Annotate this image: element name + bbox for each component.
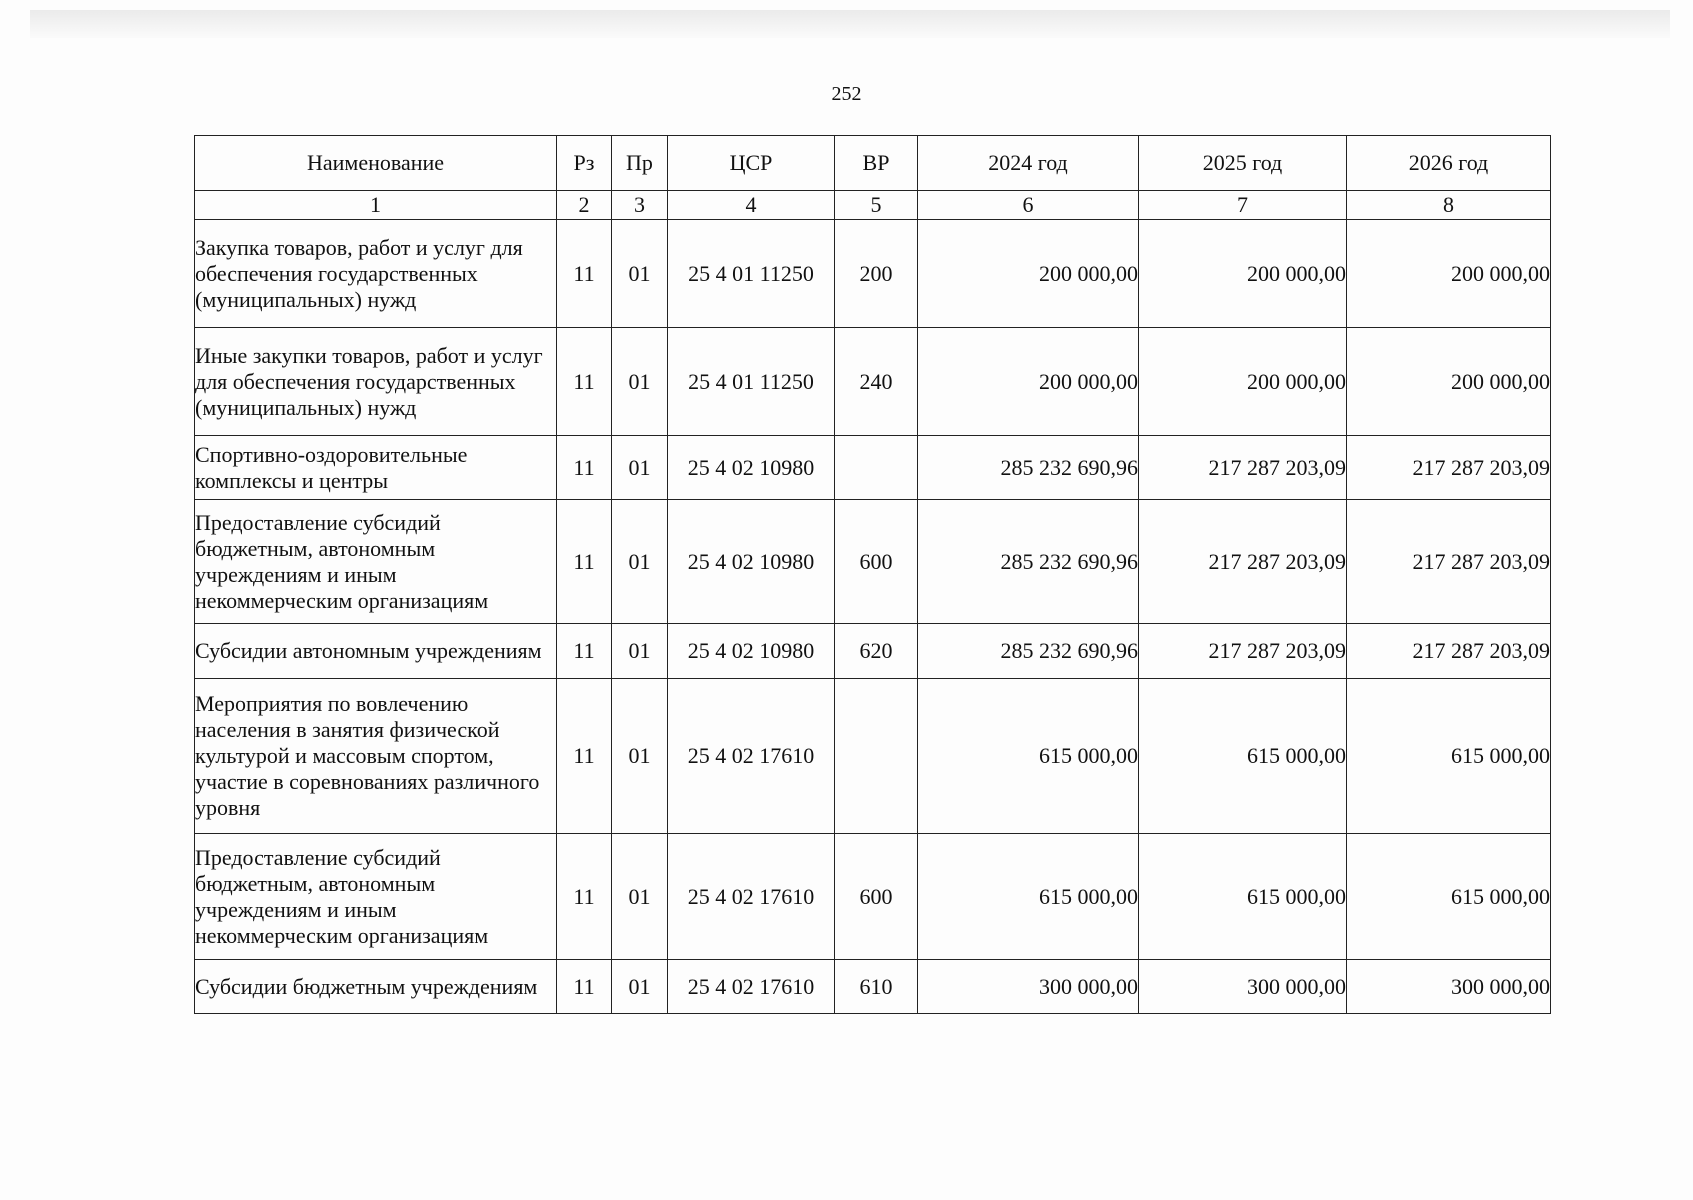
row-2026: 217 287 203,09 — [1347, 436, 1551, 500]
table-row — [195, 834, 1551, 960]
table-row — [195, 960, 1551, 1014]
row-2025: 615 000,00 — [1139, 679, 1347, 834]
column-number-row — [195, 191, 1551, 220]
table-row — [195, 624, 1551, 679]
column-number: 5 — [835, 191, 918, 220]
page-number: 252 — [831, 83, 862, 105]
row-csr: 25 4 02 10980 — [668, 436, 835, 500]
row-rz: 11 — [557, 436, 612, 500]
row-vr: 620 — [835, 624, 918, 679]
row-csr: 25 4 01 11250 — [668, 220, 835, 328]
row-2024: 285 232 690,96 — [918, 624, 1139, 679]
row-pr: 01 — [612, 220, 668, 328]
row-vr: 200 — [835, 220, 918, 328]
row-2026: 217 287 203,09 — [1347, 500, 1551, 624]
column-number: 6 — [918, 191, 1139, 220]
row-vr — [835, 436, 918, 500]
row-2025: 217 287 203,09 — [1139, 500, 1347, 624]
header-rz: Рз — [557, 136, 612, 191]
table-row — [195, 328, 1551, 436]
row-name: Иные закупки товаров, работ и услуг для обеспечения государственных (муниципальных) нужд — [195, 328, 557, 436]
header-2025: 2025 год — [1139, 136, 1347, 191]
column-number: 2 — [557, 191, 612, 220]
table-row — [195, 220, 1551, 328]
row-2026: 200 000,00 — [1347, 220, 1551, 328]
row-name: Закупка товаров, работ и услуг для обеспечения государственных (муниципальных) нужд — [195, 220, 557, 328]
row-csr: 25 4 02 10980 — [668, 624, 835, 679]
row-2024: 300 000,00 — [918, 960, 1139, 1014]
row-rz: 11 — [557, 500, 612, 624]
row-vr — [835, 679, 918, 834]
row-2025: 200 000,00 — [1139, 328, 1347, 436]
row-pr: 01 — [612, 436, 668, 500]
row-rz: 11 — [557, 328, 612, 436]
header-2024: 2024 год — [918, 136, 1139, 191]
row-pr: 01 — [612, 500, 668, 624]
table-row — [195, 500, 1551, 624]
row-rz: 11 — [557, 679, 612, 834]
row-vr: 240 — [835, 328, 918, 436]
row-2025: 300 000,00 — [1139, 960, 1347, 1014]
header-row — [195, 136, 1551, 191]
row-2024: 200 000,00 — [918, 220, 1139, 328]
row-pr: 01 — [612, 960, 668, 1014]
row-pr: 01 — [612, 624, 668, 679]
row-csr: 25 4 02 17610 — [668, 679, 835, 834]
row-2026: 615 000,00 — [1347, 834, 1551, 960]
scan-artifact — [30, 10, 1670, 38]
column-number: 8 — [1347, 191, 1551, 220]
row-2026: 300 000,00 — [1347, 960, 1551, 1014]
row-csr: 25 4 02 17610 — [668, 834, 835, 960]
column-number: 4 — [668, 191, 835, 220]
column-number: 7 — [1139, 191, 1347, 220]
header-vr: ВР — [835, 136, 918, 191]
row-rz: 11 — [557, 624, 612, 679]
row-csr: 25 4 02 10980 — [668, 500, 835, 624]
row-vr: 610 — [835, 960, 918, 1014]
row-name: Предоставление субсидий бюджетным, автономным учреждениям и иным некоммерческим организациям — [195, 834, 557, 960]
row-vr: 600 — [835, 834, 918, 960]
row-name: Спортивно-оздоровительные комплексы и центры — [195, 436, 557, 500]
row-2026: 217 287 203,09 — [1347, 624, 1551, 679]
row-2025: 200 000,00 — [1139, 220, 1347, 328]
row-2025: 217 287 203,09 — [1139, 624, 1347, 679]
row-name: Субсидии бюджетным учреждениям — [195, 960, 557, 1014]
row-rz: 11 — [557, 960, 612, 1014]
row-csr: 25 4 02 17610 — [668, 960, 835, 1014]
header-name: Наименование — [195, 136, 557, 191]
row-2024: 200 000,00 — [918, 328, 1139, 436]
row-rz: 11 — [557, 220, 612, 328]
row-2026: 615 000,00 — [1347, 679, 1551, 834]
row-pr: 01 — [612, 679, 668, 834]
column-number: 1 — [195, 191, 557, 220]
row-pr: 01 — [612, 328, 668, 436]
column-number: 3 — [612, 191, 668, 220]
row-name: Субсидии автономным учреждениям — [195, 624, 557, 679]
row-name: Предоставление субсидий бюджетным, автономным учреждениям и иным некоммерческим организациям — [195, 500, 557, 624]
table-row — [195, 436, 1551, 500]
row-2024: 285 232 690,96 — [918, 500, 1139, 624]
table-row — [195, 679, 1551, 834]
row-csr: 25 4 01 11250 — [668, 328, 835, 436]
header-2026: 2026 год — [1347, 136, 1551, 191]
row-name: Мероприятия по вовлечению населения в занятия физической культурой и массовым спортом, участие в соревнованиях различного уровня — [195, 679, 557, 834]
row-2025: 217 287 203,09 — [1139, 436, 1347, 500]
budget-table — [194, 135, 1551, 1014]
header-csr: ЦСР — [668, 136, 835, 191]
row-2024: 615 000,00 — [918, 679, 1139, 834]
row-2024: 285 232 690,96 — [918, 436, 1139, 500]
row-rz: 11 — [557, 834, 612, 960]
row-vr: 600 — [835, 500, 918, 624]
header-pr: Пр — [612, 136, 668, 191]
row-pr: 01 — [612, 834, 668, 960]
row-2024: 615 000,00 — [918, 834, 1139, 960]
row-2025: 615 000,00 — [1139, 834, 1347, 960]
row-2026: 200 000,00 — [1347, 328, 1551, 436]
